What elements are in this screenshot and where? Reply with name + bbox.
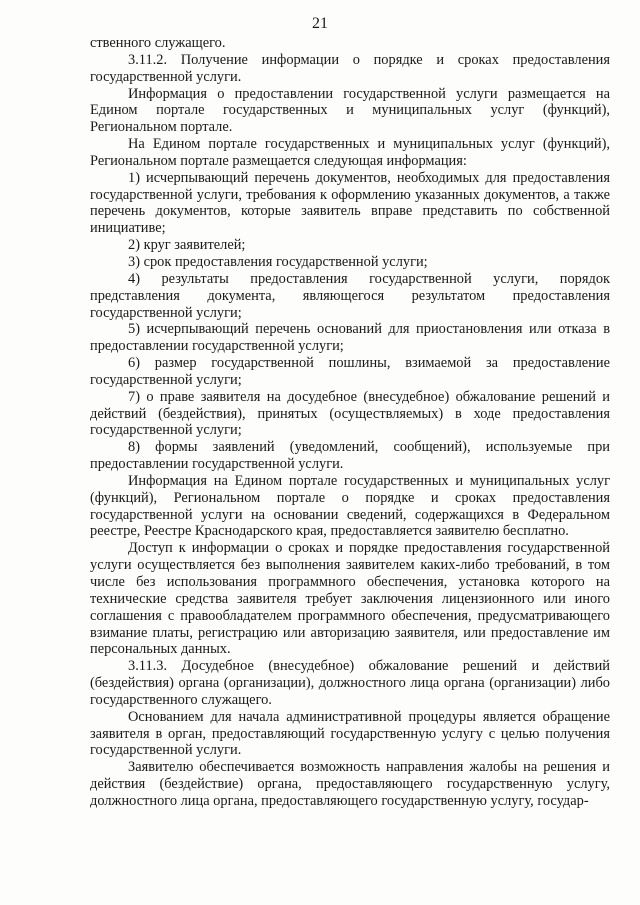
list-item: 2) круг заявителей; xyxy=(128,237,246,254)
list-item: 1) исчерпывающий перечень документов, необходимых для предоставления государственной услуги, требования к оформлению указанных документов, а также перечень документов, которые заявитель вправе представить по собственной инициативе; xyxy=(90,169,610,237)
list-item: 5) исчерпывающий перечень оснований для приостановления или отказа в предоставлении государственной услуги; xyxy=(90,321,610,355)
paragraph: Заявителю обеспечивается возможность направления жалобы на решения и действия (бездействие) органа, предоставляющего государственную услугу, должностного лица органа, предоставляющего государственную услугу, государ- xyxy=(90,759,610,809)
list-item: 3) срок предоставления государственной услуги; xyxy=(128,253,428,270)
document-body xyxy=(90,35,610,810)
paragraph: На Едином портале государственных и муниципальных услуг (функций), Региональном портале размещается следующая информация: xyxy=(90,136,610,169)
paragraph: Основанием для начала административной процедуры является обращение заявителя в орган, предоставляющий государственную услугу с целью получения государственной услуги. xyxy=(90,708,610,759)
paragraph: Доступ к информации о сроках и порядке предоставления государственной услуги осуществляется без выполнения заявителем каких-либо требований, в том числе без использования программного обеспечения, установка которого на технические средства заявителя требует заключения лицензионного или иного соглашения с правообладателем программного обеспечения, предусматривающего взимание платы, регистрацию или авторизацию заявителя, или предоставление им персональных данных. xyxy=(90,540,610,658)
list-item: 8) формы заявлений (уведомлений, сообщений), используемые при предоставлении государственной услуги. xyxy=(90,439,610,473)
paragraph: Информация на Едином портале государственных и муниципальных услуг (функций), Региональном портале о порядке и сроках предоставления государственной услуги на основании сведений, содержащихся в Федеральном реестре, Реестре Краснодарского края, предоставляется заявителю бесплатно. xyxy=(90,472,610,540)
section-heading-3-11-2: 3.11.2. Получение информации о порядке и сроках предоставления государственной услуги. xyxy=(90,51,610,85)
paragraph: Информация о предоставлении государственной услуги размещается на Едином портале государственных и муниципальных услуг (функций), Региональном портале. xyxy=(90,85,610,136)
paragraph-continuation: ственного служащего. xyxy=(90,35,226,51)
list-item: 4) результаты предоставления государственной услуги, порядок представления документа, являющегося результатом предоставления государственной услуги; xyxy=(90,270,610,321)
list-item: 6) размер государственной пошлины, взимаемой за предоставление государственной услуги; xyxy=(90,355,610,388)
page-number: 21 xyxy=(312,15,328,32)
section-heading-3-11-3: 3.11.3. Досудебное (внесудебное) обжалование решений и действий (бездействия) органа (организации), должностного лица органа (организации) либо государственного служащего. xyxy=(90,658,610,708)
list-item: 7) о праве заявителя на досудебное (внесудебное) обжалование решений и действий (бездействия), принятых (осуществляемых) в ходе предоставления государственной услуги; xyxy=(90,388,610,439)
